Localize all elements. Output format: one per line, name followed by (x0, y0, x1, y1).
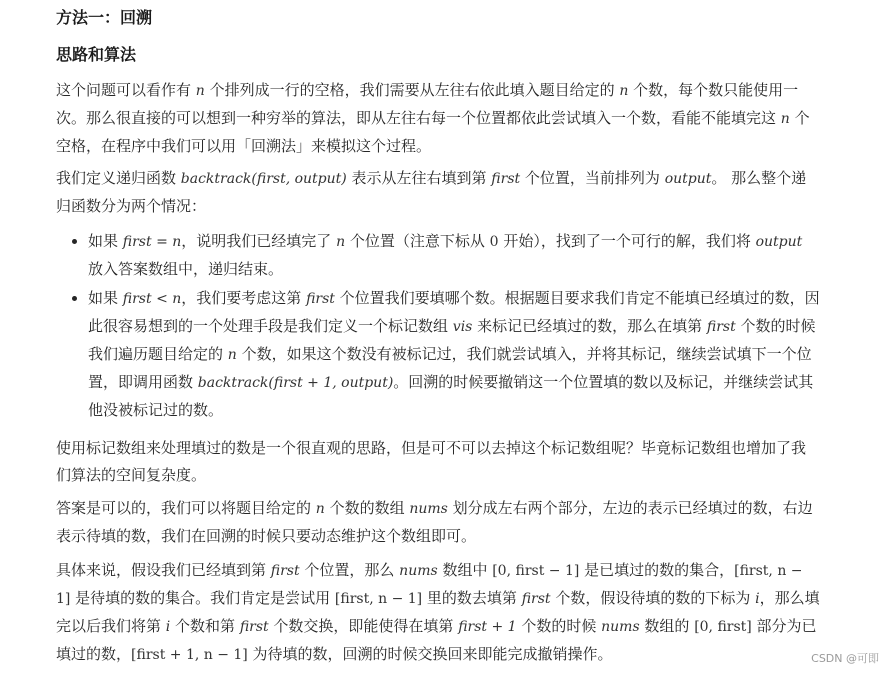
math-n: n (315, 501, 325, 517)
text: 。回溯的时候要撤销这一个位置填的数以及标记，并继续尝试其他没被标记过的数。 (88, 373, 814, 419)
math-n: n (336, 234, 346, 250)
text: 数组中 (437, 561, 493, 579)
text: 答案是可以的，我们可以将题目给定的 (56, 499, 316, 517)
text: 来标记已经填过的数，那么在填第 (472, 317, 707, 335)
math-first: first (306, 291, 335, 307)
text: 为待填的数，回溯的时候交换回来即能完成撤销操作。 (247, 645, 613, 663)
paragraph-answer (56, 495, 820, 550)
text: 。 那么整个递归函数分为两个情况： (56, 169, 807, 215)
math-first-lt-n: first < n (122, 291, 182, 307)
math-first: first (270, 563, 300, 579)
paragraph-intro (56, 77, 820, 160)
text: 我们定义递归函数 (56, 169, 181, 187)
section-subtitle: 思路和算法 (56, 45, 137, 64)
math-first-plus-one: first + 1 (458, 619, 517, 635)
text: 个数交换，即能使得在填第 (268, 617, 459, 635)
math-output: output (664, 171, 712, 187)
math-range: [first, n − 1] (56, 563, 803, 607)
math-n: n (195, 83, 205, 99)
text: 个位置（注意下标从 (345, 232, 490, 250)
text: 个数，每个数只能使用一次。那么很直接的可以想到一种穷举的算法，即从左往右每一个位置都依此尝试填入一个数，看能不能填完这 (56, 81, 799, 127)
math-backtrack-next: backtrack(first + 1, output) (197, 375, 394, 391)
text: 是已填过的数的集合， (579, 561, 735, 579)
watermark: CSDN @可即 (811, 652, 879, 665)
math-nums: nums (409, 501, 448, 517)
math-n: n (780, 111, 790, 127)
math-first: first (706, 319, 736, 335)
text: 个位置我们要填哪个数。根据题目要求我们肯定不能填已经填过的数，因此很容易想到的一个处理手段是我们定义一个标记数组 (88, 289, 820, 335)
math-nums: nums (399, 563, 438, 579)
math-range: [first, n − 1] (334, 591, 423, 607)
paragraph-definition (56, 165, 820, 220)
math-range: [0, first − 1] (492, 563, 580, 579)
text: 如果 (88, 232, 123, 250)
section-title: 方法一：回溯 (56, 8, 153, 27)
text: 个数和第 (170, 617, 240, 635)
text: 开始），找到了一个可行的解，我们将 (498, 232, 756, 250)
math-output: output (755, 234, 803, 250)
text: 个数，假设待填的数的下标为 (550, 589, 756, 607)
paragraph-question (56, 435, 820, 489)
text: 个数的数组 (324, 499, 410, 517)
math-i: i (165, 619, 171, 635)
text: 个空格，在程序中我们可以用「回溯法」来模拟这个过程。 (56, 109, 810, 155)
text: ，那么填完以后我们将第 (56, 589, 820, 635)
math-range: [first + 1, n − 1] (131, 647, 248, 663)
paragraph-detail (56, 557, 820, 669)
text: 数组的 (639, 617, 695, 635)
math-n: n (227, 347, 237, 363)
text: 放入答案数组中，递归结束。 (88, 260, 284, 278)
list-item (88, 285, 820, 424)
text: 划分成左右两个部分，左边的表示已经填过的数，右边表示待填的数，我们在回溯的时候只要动态维护这个数组即可。 (56, 499, 813, 545)
math-vis: vis (452, 319, 473, 335)
text: 具体来说，假设我们已经填到第 (56, 561, 271, 579)
math-backtrack: backtrack(first, output) (180, 171, 347, 187)
text: 个数的时候我们遍历题目给定的 (88, 317, 816, 363)
text: 表示从左往右填到第 (346, 169, 492, 187)
math-range: [0, first] (694, 619, 752, 635)
text: 里的数去填第 (422, 589, 522, 607)
text: 部分为已填过的数， (56, 617, 817, 663)
text: 这个问题可以看作有 (56, 81, 196, 99)
math-nums: nums (601, 619, 640, 635)
text: ，我们要考虑这第 (181, 289, 307, 307)
math-first: first (239, 619, 269, 635)
text: 使用标记数组来处理填过的数是一个很直观的思路，但是可不可以去掉这个标记数组呢？毕竟标记数组也增加了我们算法的空间复杂度。 (56, 439, 807, 484)
text: 如果 (88, 289, 123, 307)
list-item (88, 228, 820, 283)
math-first-eq-n: first = n (122, 234, 182, 250)
case-list (56, 228, 820, 424)
text: 个位置，当前排列为 (520, 169, 665, 187)
math-n: n (619, 83, 629, 99)
math-first: first (521, 591, 551, 607)
text: 个数的时候 (516, 617, 602, 635)
math-i: i (755, 591, 760, 607)
math-zero: 0 (489, 234, 499, 250)
math-first: first (491, 171, 521, 187)
text: 个位置，那么 (299, 561, 400, 579)
text: 个数，如果这个数没有被标记过，我们就尝试填入，并将其标记，继续尝试填下一个位置，即调用函数 (88, 345, 812, 391)
text: 个排列成一行的空格，我们需要从左往右依此填入题目给定的 (204, 81, 620, 99)
text: 是待填的数的集合。我们肯定是尝试用 (70, 589, 335, 607)
text: ，说明我们已经填完了 (181, 232, 337, 250)
